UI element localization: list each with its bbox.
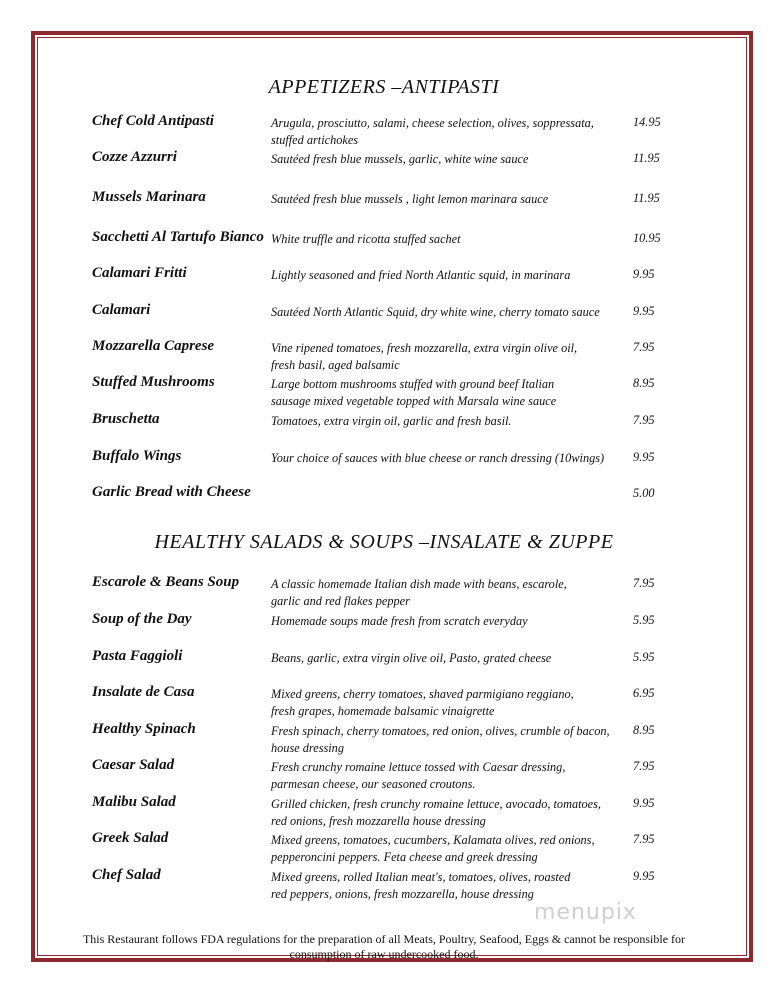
menu-item-description: Arugula, prosciutto, salami, cheese selection, olives, soppressata, stuffed artichokes <box>271 116 594 147</box>
menu-item-price: 11.95 <box>633 151 660 165</box>
menu-item-description: Large bottom mushrooms stuffed with ground beef Italian sausage mixed vegetable topped with Marsala wine sauce <box>271 377 557 408</box>
menu-item-price: 7.95 <box>633 832 655 846</box>
menu-item-name: Malibu Salad <box>92 794 176 810</box>
menu-item-description: Mixed greens, tomatoes, cucumbers, Kalamata olives, red onions, pepperoncini peppers. Feta cheese and greek dressing <box>271 833 595 864</box>
menu-item-price: 9.95 <box>633 450 655 464</box>
fda-disclaimer: This Restaurant follows FDA regulations for the preparation of all Meats, Poultry, Seafood, Eggs & cannot be responsible for consumption of raw undercooked food. <box>82 932 686 961</box>
section-title-salads-soups: HEALTHY SALADS & SOUPS –INSALATE & ZUPPE <box>154 531 614 553</box>
menu-item-name: Healthy Spinach <box>92 721 196 737</box>
menu-item-description: Your choice of sauces with blue cheese or ranch dressing (10wings) <box>271 451 605 465</box>
menu-item-price: 8.95 <box>633 723 655 737</box>
menu-item-description: Vine ripened tomatoes, fresh mozzarella, extra virgin olive oil, fresh basil, aged balsamic <box>271 341 578 372</box>
menu-item-name: Bruschetta <box>92 411 160 427</box>
menu-item-price: 10.95 <box>633 231 661 245</box>
menu-item-price: 8.95 <box>633 376 655 390</box>
menu-item-price: 5.95 <box>633 650 655 664</box>
menu-item-name: Stuffed Mushrooms <box>92 374 215 390</box>
menu-item-description: Mixed greens, cherry tomatoes, shaved parmigiano reggiano, fresh grapes, homemade balsamic vinaigrette <box>271 687 574 718</box>
menu-item-price: 7.95 <box>633 759 655 773</box>
menu-item-description: Sautéed fresh blue mussels , light lemon marinara sauce <box>271 192 549 206</box>
menu-item-price: 7.95 <box>633 413 655 427</box>
menu-item-name: Garlic Bread with Cheese <box>92 484 251 500</box>
menu-item-description: White truffle and ricotta stuffed sachet <box>271 232 461 246</box>
menu-item-name: Buffalo Wings <box>92 448 182 464</box>
menu-item-price: 7.95 <box>633 576 655 590</box>
menu-item-price: 5.95 <box>633 613 655 627</box>
menu-item-description: Grilled chicken, fresh crunchy romaine lettuce, avocado, tomatoes, red onions, fresh mozzarella house dressing <box>271 797 601 828</box>
menu-item-price: 9.95 <box>633 304 655 318</box>
menu-item-price: 7.95 <box>633 340 655 354</box>
menu-item-description: Tomatoes, extra virgin oil, garlic and fresh basil. <box>271 414 512 428</box>
menu-item-price: 6.95 <box>633 686 655 700</box>
menu-item-description: Homemade soups made fresh from scratch everyday <box>271 614 528 628</box>
menu-item-description: Lightly seasoned and fried North Atlantic squid, in marinara <box>271 268 571 282</box>
menu-item-name: Cozze Azzurri <box>92 149 177 165</box>
menu-item-price: 14.95 <box>633 115 661 129</box>
menu-item-price: 9.95 <box>633 869 655 883</box>
menu-item-description: Mixed greens, rolled Italian meat's, tomatoes, olives, roasted red peppers, onions, fresh mozzarella, house dressing <box>271 870 571 901</box>
menu-item-name: Insalate de Casa <box>92 684 195 700</box>
menu-item-name: Pasta Faggioli <box>92 648 183 664</box>
menu-item-name: Chef Cold Antipasti <box>92 113 214 129</box>
menu-item-name: Chef Salad <box>92 867 161 883</box>
menu-item-name: Escarole & Beans Soup <box>92 574 240 590</box>
menu-item-description: Fresh spinach, cherry tomatoes, red onion, olives, crumble of bacon, house dressing <box>271 724 610 755</box>
menu-item-name: Sacchetti Al Tartufo Bianco <box>92 229 264 245</box>
menu-item-name: Calamari <box>92 302 151 318</box>
menu-item-price: 5.00 <box>633 486 655 500</box>
section-title-appetizers: APPETIZERS –ANTIPASTI <box>268 76 500 98</box>
menu-item-name: Calamari Fritti <box>92 265 187 281</box>
menu-item-description: Sautéed fresh blue mussels, garlic, white wine sauce <box>271 152 529 166</box>
menu-item-price: 9.95 <box>633 267 655 281</box>
menu-item-name: Mussels Marinara <box>92 189 206 205</box>
menu-item-description: Fresh crunchy romaine lettuce tossed with Caesar dressing, parmesan cheese, our seasoned croutons. <box>271 760 566 791</box>
menu-item-description: Beans, garlic, extra virgin olive oil, Pasto, grated cheese <box>271 651 552 665</box>
menu-item-price: 9.95 <box>633 796 655 810</box>
menu-item-name: Caesar Salad <box>92 757 175 773</box>
menu-item-description: Sautéed North Atlantic Squid, dry white wine, cherry tomato sauce <box>271 305 600 319</box>
menu-item-name: Greek Salad <box>92 830 169 846</box>
menu-item-price: 11.95 <box>633 191 660 205</box>
menu-item-description: A classic homemade Italian dish made with beans, escarole, garlic and red flakes pepper <box>271 577 567 608</box>
menu-item-name: Soup of the Day <box>92 611 192 627</box>
watermark-logo: menupix <box>534 900 637 925</box>
menu-item-name: Mozzarella Caprese <box>92 338 215 354</box>
